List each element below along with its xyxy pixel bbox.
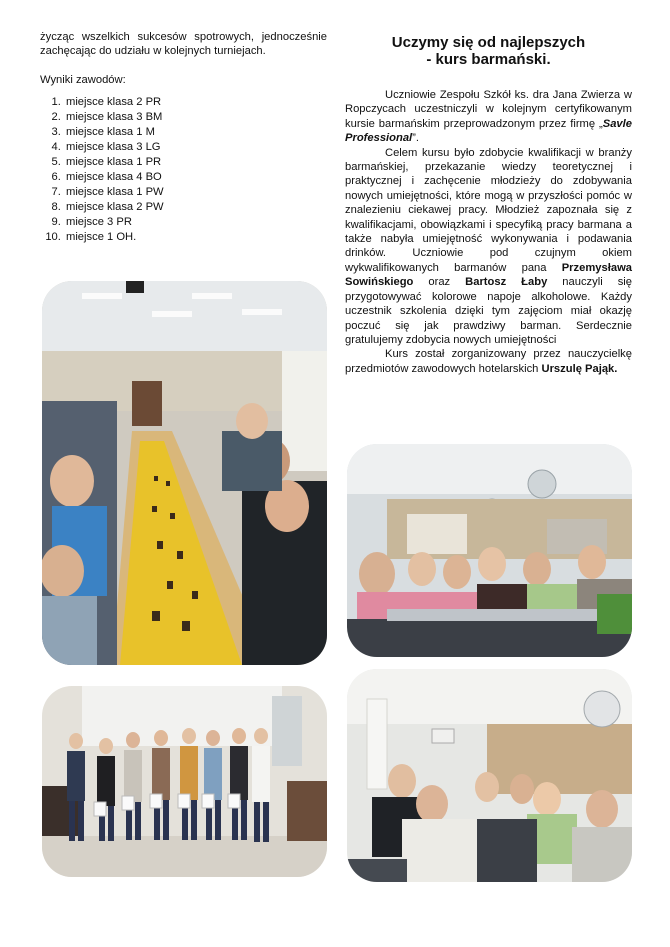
intro-text: życząc wszelkich sukcesów spotrowych, jednocześnie zachęcając do udziału w kolejnych turniejach.: [40, 31, 327, 58]
article-title-line2: - kurs barmański.: [426, 51, 551, 68]
result-item: 8. miejsce klasa 2 PW: [64, 200, 327, 215]
result-item: 4. miejsce klasa 3 LG: [64, 140, 327, 155]
organizer-name: Urszulę Pająk.: [541, 362, 618, 375]
article-paragraph-2: Celem kursu było zdobycie kwalifikacji w branży barmańskiej, przekazanie wiedzy teoretycznej i praktycznej i zachęcenie młodzieży do zdobywania nowych umiejętności, które mogą w przyszłości pomóc w znalezieniu ciekawej pracy. Młodzież zapoznała się z kwalifikacjami, obowiązkami i specyfiką pracy barmana a także nabyła umiejętność wykonywania i podawania drinków. Uczniowie pod czujnym okiem wykwalifikowanych barmanów pana Przemysława Sowińskiego oraz Bartosz Łaby nauczyli się przygotowywać kolorowe napoje alkoholowe. Każdy uczestnik szkolenia dzięki tym zajęciom miał okazję poczuć się jak prawdziwy barman. Serdecznie gratulujemy zdobycia nowych umiejętności: [345, 146, 633, 346]
trainer-name-1: Przemysława Sowińskiego: [345, 261, 632, 289]
bartending-class-photo-1: [347, 444, 632, 657]
result-item: 7. miejsce klasa 1 PW: [64, 185, 327, 200]
result-item: 1. miejsce klasa 2 PR: [64, 95, 327, 110]
result-item: 10. miejsce 1 OH.: [64, 230, 327, 245]
article-title-line1: Uczymy się od najlepszych: [391, 34, 586, 51]
bartending-class-photo-2: [347, 669, 632, 882]
article-column: [345, 30, 632, 376]
group-certificates-photo: [42, 686, 327, 877]
result-item: 9. miejsce 3 PR: [64, 215, 327, 230]
result-item: 6. miejsce klasa 4 BO: [64, 170, 327, 185]
left-column: [40, 30, 327, 245]
result-item: 5. miejsce klasa 1 PR: [64, 155, 327, 170]
chess-tournament-photo: [42, 281, 327, 665]
results-list: [40, 95, 327, 245]
result-item: 2. miejsce klasa 3 BM: [64, 110, 327, 125]
results-heading: Wyniki zawodów:: [40, 73, 126, 86]
article-title: [345, 34, 632, 68]
article-paragraph-3: Kurs został zorganizowany przez nauczycielkę przedmiotów zawodowych hotelarskich Urszulę Pająk.: [345, 348, 632, 375]
trainer-name-2: Bartosz Łaby: [465, 276, 548, 289]
company-name: Savle Professional: [345, 117, 632, 145]
result-item: 3. miejsce klasa 1 M: [64, 125, 327, 140]
article-paragraph-1: Uczniowie Zespołu Szkół ks. dra Jana Zwierza w Ropczycach uczestniczyli w kolejnym certyfikowanym kursie barmańskim przeprowadzonym przez firmę „Savle Professional”.: [345, 89, 632, 145]
